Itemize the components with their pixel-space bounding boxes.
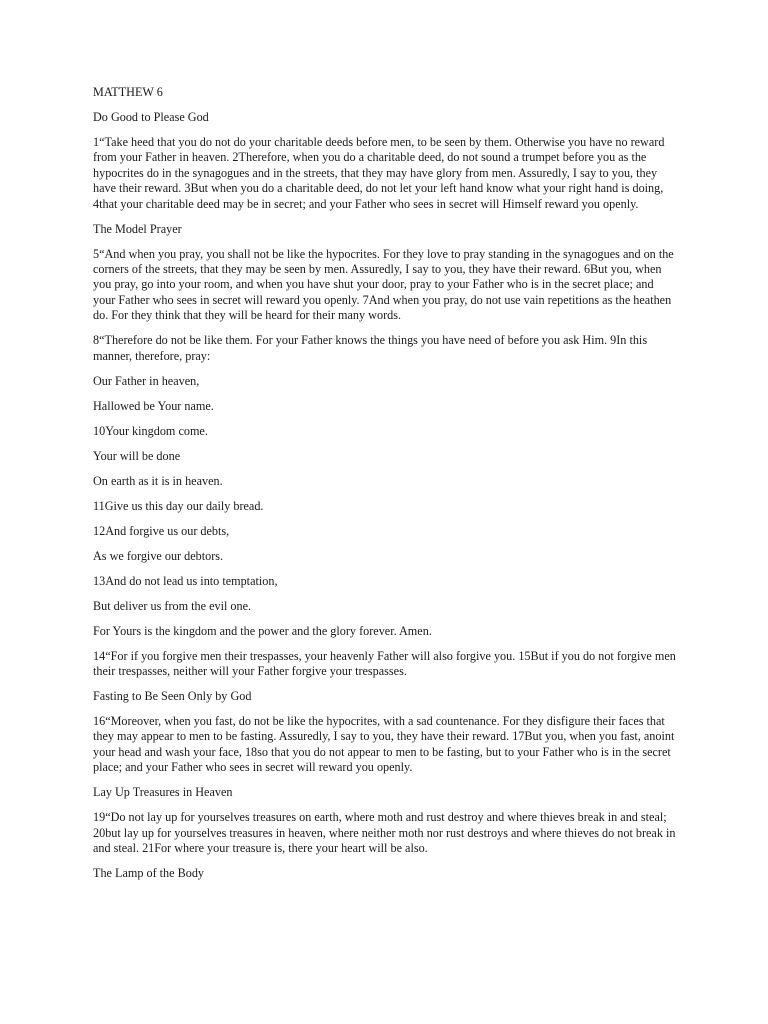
prayer-line: 12And forgive us our debts, (93, 523, 230, 538)
section-heading: Do Good to Please God (93, 110, 209, 124)
chapter-title: MATTHEW 6 (93, 85, 163, 99)
prayer-line: Your will be done (93, 448, 181, 463)
prayer-line: 11Give us this day our daily bread. (93, 498, 264, 513)
section-heading: The Model Prayer (93, 221, 182, 236)
prayer-line: 13And do not lead us into temptation, (93, 573, 278, 588)
section-heading: The Lamp of the Body (93, 866, 205, 881)
prayer-line: On earth as it is in heaven. (93, 473, 223, 488)
verse-paragraph: 1“Take heed that you do not do your charitable deeds before men, to be seen by them. Otherwise you have no reward from your Father in heaven. 2Therefore, when you do a charitable deed, do not sound a trumpet before you as the hypocrites do in the synagogues and in the streets, that they may have glory from men. Assuredly, I say to you, they have their reward. 3But when you do a charitable deed, do not let your left hand know what your right hand is doing, 4that your charitable deed may be in secret; and your Father who sees in secret will Himself reward you openly. (93, 135, 665, 211)
section-heading: Lay Up Treasures in Heaven (93, 785, 233, 800)
section-heading: Fasting to Be Seen Only by God (93, 689, 252, 704)
verse-paragraph: 19“Do not lay up for yourselves treasures on earth, where moth and rust destroy and where thieves break in and steal; 20but lay up for yourselves treasures in heaven, where neither moth nor rust destroys and where thieves do not break in and steal. 21For where your treasure is, there your heart will be also. (93, 810, 676, 856)
verse-paragraph: 14“For if you forgive men their trespasses, your heavenly Father will also forgive you. 15But if you do not forgive men their trespasses, neither will your Father forgive your trespasses. (93, 648, 676, 679)
prayer-line: 10Your kingdom come. (93, 423, 208, 438)
prayer-line: As we forgive our debtors. (93, 548, 224, 563)
prayer-line: For Yours is the kingdom and the power and the glory forever. Amen. (93, 623, 432, 638)
prayer-line: Our Father in heaven, (93, 373, 200, 388)
verse-paragraph: 16“Moreover, when you fast, do not be like the hypocrites, with a sad countenance. For they disfigure their faces that they may appear to men to be fasting. Assuredly, I say to you, they have their reward. 17But you, when you fast, anoint your head and wash your face, 18so that you do not appear to men to be fasting, but to your Father who is in the secret place; and your Father who sees in secret will reward you openly. (93, 714, 675, 775)
verse-paragraph: 8“Therefore do not be like them. For your Father knows the things you have need of before you ask Him. 9In this manner, therefore, pray: (93, 333, 648, 363)
verse-paragraph: 5“And when you pray, you shall not be like the hypocrites. For they love to pray standing in the synagogues and on the corners of the streets, that they may be seen by men. Assuredly, I say to you, they have their reward. 6But you, when you pray, go into your room, and when you have shut your door, pray to your Father who is in the secret place; and your Father who sees in secret will reward you openly. 7And when you pray, do not use vain repetitions as the heathen do. For they think that they will be heard for their many words. (93, 246, 674, 323)
prayer-line: Hallowed be Your name. (93, 398, 214, 413)
document-page (93, 85, 678, 891)
prayer-line: But deliver us from the evil one. (93, 598, 252, 613)
